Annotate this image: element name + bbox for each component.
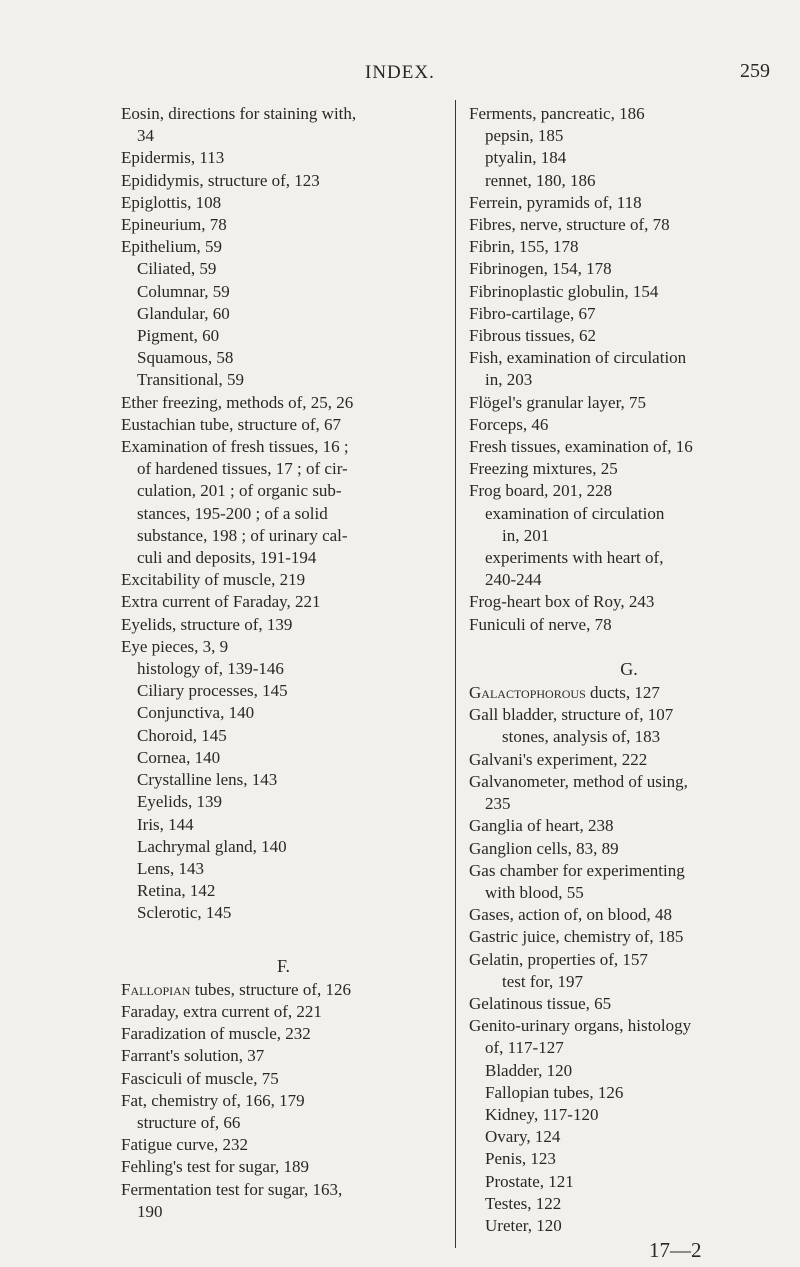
index-entry-continuation: with blood, 55	[485, 882, 584, 902]
index-entry: Fibrous tissues, 62	[469, 326, 597, 346]
index-entry: Flögel's granular layer, 75	[469, 392, 647, 412]
index-subentry: Retina, 142	[137, 881, 216, 901]
index-subentry: Ciliated, 59	[137, 259, 217, 279]
index-entry-continuation: stances, 195-200 ; of a solid	[137, 503, 328, 523]
index-entry: Eustachian tube, structure of, 67	[121, 414, 341, 434]
index-entry: Fatigue curve, 232	[121, 1135, 248, 1155]
index-entry-continuation: culi and deposits, 191-194	[137, 548, 317, 568]
index-subentry: pepsin, 185	[485, 126, 564, 146]
index-subentry: Ciliary processes, 145	[137, 681, 288, 701]
index-entry-continuation: culation, 201 ; of organic sub-	[137, 481, 342, 501]
page-number: 259	[740, 60, 770, 82]
index-subentry: Bladder, 120	[485, 1060, 573, 1080]
index-entry: Faradization of muscle, 232	[121, 1024, 311, 1044]
index-entry-continuation: 190	[137, 1201, 163, 1221]
index-subentry: Iris, 144	[137, 814, 194, 834]
index-entry: Ganglion cells, 83, 89	[469, 838, 619, 858]
index-subentry: experiments with heart of,	[485, 548, 664, 568]
index-entry: Faraday, extra current of, 221	[121, 1001, 322, 1021]
index-entry-continuation: in, 201	[502, 525, 550, 545]
index-entry-continuation: of, 117-127	[485, 1038, 564, 1058]
index-entry-continuation: in, 203	[485, 370, 533, 390]
index-entry: Excitability of muscle, 219	[121, 570, 306, 590]
index-subentry: Columnar, 59	[137, 281, 230, 301]
index-entry: Galvanometer, method of using,	[469, 771, 688, 791]
index-entry: Gases, action of, on blood, 48	[469, 905, 673, 925]
column-divider	[455, 100, 456, 1248]
index-entry-continuation: of hardened tissues, 17 ; of cir-	[137, 459, 348, 479]
index-entry-rest: tubes, structure of, 126	[190, 979, 351, 999]
index-subentry: Lens, 143	[137, 858, 205, 878]
index-subentry: Glandular, 60	[137, 303, 230, 323]
index-subentry: structure of, 66	[137, 1112, 241, 1132]
left-column	[121, 103, 446, 1223]
index-subentry: Kidney, 117-120	[485, 1104, 599, 1124]
index-entry: Ferrein, pyramids of, 118	[469, 192, 642, 212]
index-entry: Gastric juice, chemistry of, 185	[469, 927, 684, 947]
index-entry: Freezing mixtures, 25	[469, 459, 618, 479]
index-entry: Frog-heart box of Roy, 243	[469, 592, 655, 612]
index-subentry: Testes, 122	[485, 1193, 562, 1213]
signature-mark: 17—2	[649, 1238, 702, 1263]
section-heading-g: G.	[620, 658, 638, 679]
index-entry: Epidermis, 113	[121, 148, 225, 168]
index-subentry: Sclerotic, 145	[137, 903, 232, 923]
index-subentry: Ovary, 124	[485, 1127, 561, 1147]
index-entry: Epithelium, 59	[121, 237, 223, 257]
index-term-smallcaps: Fallopian	[121, 979, 191, 999]
index-entry: Fehling's test for sugar, 189	[121, 1157, 309, 1177]
index-entry: Fibrinoplastic globulin, 154	[469, 281, 659, 301]
index-subentry: Pigment, 60	[137, 326, 220, 346]
index-entry: Fermentation test for sugar, 163,	[121, 1179, 343, 1199]
index-subentry: Cornea, 140	[137, 747, 221, 767]
index-entry	[121, 979, 446, 1001]
index-entry-rest: ducts, 127	[585, 683, 660, 703]
index-entry: Fresh tissues, examination of, 16	[469, 437, 693, 457]
index-entry: Galvani's experiment, 222	[469, 749, 648, 769]
index-entry: Fibro-cartilage, 67	[469, 303, 596, 323]
index-entry: Gelatin, properties of, 157	[469, 949, 648, 969]
index-entry: Eosin, directions for staining with,	[121, 104, 357, 123]
index-subentry: Conjunctiva, 140	[137, 703, 255, 723]
index-subentry: histology of, 139-146	[137, 659, 284, 679]
right-column	[469, 103, 789, 1261]
index-entry: Fibrinogen, 154, 178	[469, 259, 612, 279]
index-entry: Extra current of Faraday, 221	[121, 592, 321, 612]
index-entry: Gall bladder, structure of, 107	[469, 705, 674, 725]
index-entry: Farrant's solution, 37	[121, 1046, 265, 1066]
index-entry: Eyelids, structure of, 139	[121, 614, 293, 634]
index-subentry: Crystalline lens, 143	[137, 770, 278, 790]
index-entry: Fasciculi of muscle, 75	[121, 1068, 279, 1088]
section-heading-f: F.	[276, 955, 291, 976]
index-entry: Gelatinous tissue, 65	[469, 993, 612, 1013]
index-subentry: Fallopian tubes, 126	[485, 1082, 624, 1102]
index-entry: Fish, examination of circulation	[469, 348, 687, 368]
index-entry: Fibres, nerve, structure of, 78	[469, 215, 670, 235]
index-entry: Epiglottis, 108	[121, 192, 222, 212]
index-term-smallcaps: Galactophorous	[469, 683, 586, 703]
index-entry: Fibrin, 155, 178	[469, 237, 579, 257]
index-entry: Ferments, pancreatic, 186	[469, 104, 645, 123]
index-subentry: stones, analysis of, 183	[502, 727, 661, 747]
index-entry: Ganglia of heart, 238	[469, 816, 614, 836]
index-subentry: Prostate, 121	[485, 1171, 574, 1191]
page-header	[0, 60, 800, 90]
index-entry-continuation: 240-244	[485, 570, 542, 590]
index-entry: Ether freezing, methods of, 25, 26	[121, 392, 354, 412]
index-entry	[469, 682, 789, 704]
index-subentry: Choroid, 145	[137, 725, 227, 745]
index-entry: 34	[137, 126, 154, 146]
index-entry: Epididymis, structure of, 123	[121, 170, 320, 190]
index-subentry: ptyalin, 184	[485, 148, 567, 168]
index-entry-continuation: 235	[485, 794, 511, 814]
index-subentry: test for, 197	[502, 971, 583, 991]
index-entry: Epineurium, 78	[121, 215, 227, 235]
index-entry: Examination of fresh tissues, 16 ;	[121, 437, 349, 457]
page-title: INDEX.	[365, 62, 435, 83]
index-subentry: Eyelids, 139	[137, 792, 222, 812]
index-subentry: Penis, 123	[485, 1149, 556, 1169]
index-subentry: Squamous, 58	[137, 348, 234, 368]
index-entry: Frog board, 201, 228	[469, 481, 613, 501]
index-subentry: examination of circulation	[485, 503, 665, 523]
index-entry: Funiculi of nerve, 78	[469, 614, 612, 634]
index-subentry: Lachrymal gland, 140	[137, 836, 287, 856]
index-entry: Gas chamber for experimenting	[469, 860, 685, 880]
index-entry: Genito-urinary organs, histology	[469, 1016, 692, 1036]
index-subentry: Transitional, 59	[137, 370, 245, 390]
index-entry-continuation: substance, 198 ; of urinary cal-	[137, 525, 348, 545]
index-subentry: Ureter, 120	[485, 1215, 562, 1235]
index-entry: Eye pieces, 3, 9	[121, 636, 229, 656]
index-entry: Forceps, 46	[469, 414, 549, 434]
index-entry: Fat, chemistry of, 166, 179	[121, 1090, 305, 1110]
index-subentry: rennet, 180, 186	[485, 170, 596, 190]
